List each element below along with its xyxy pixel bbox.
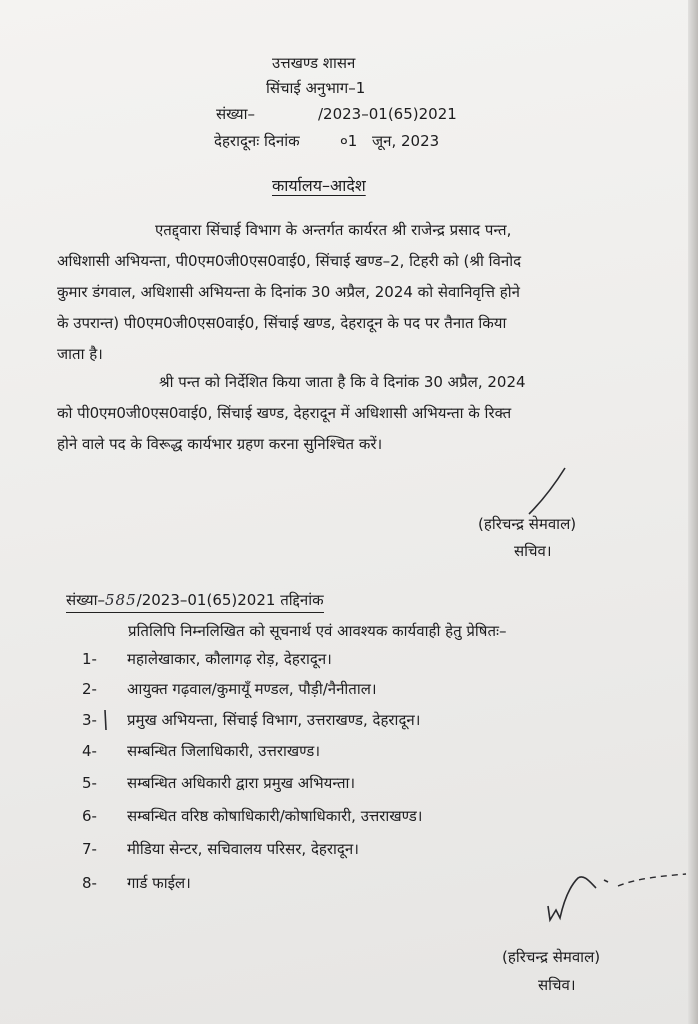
copy-intro: प्रतिलिपि निम्नलिखित को सूचनार्थ एवं आवश्यक कार्यवाही हेतु प्रेषितः– bbox=[128, 622, 507, 640]
list-item-number: 8- bbox=[82, 874, 97, 892]
pen-tick-mark bbox=[101, 708, 111, 734]
list-item-text: प्रमुख अभियन्ता, सिंचाई विभाग, उत्तराखण्ड, देहरादून। bbox=[127, 711, 421, 729]
list-item-number: 6- bbox=[82, 807, 97, 825]
list-item bbox=[82, 805, 422, 827]
list-item-text: सम्बन्धित जिलाधिकारी, उत्तराखण्ड। bbox=[127, 742, 321, 760]
signatory-designation: सचिव। bbox=[514, 542, 552, 560]
copy-reference bbox=[66, 590, 324, 613]
paragraph-line: एतद्द्वारा सिंचाई विभाग के अन्तर्गत कार्यरत श्री राजेन्द्र प्रसाद पन्त, bbox=[155, 221, 512, 239]
paragraph-line: होने वाले पद के विरूद्ध कार्यभार ग्रहण करना सुनिश्चित करें। bbox=[57, 435, 383, 453]
list-item-number: 3- bbox=[82, 711, 97, 729]
list-item bbox=[82, 678, 377, 700]
copy-ref-handwritten-number: 585 bbox=[105, 591, 137, 609]
paragraph-line: को पी0एम0जी0एस0वाई0, सिंचाई खण्ड, देहरादून में अधिशासी अभियन्ता के रिक्त bbox=[57, 404, 512, 422]
list-item-text: मीडिया सेन्टर, सचिवालय परिसर, देहरादून। bbox=[127, 840, 359, 858]
copy-ref-suffix: /2023–01(65)2021 तद्दिनांक bbox=[136, 591, 324, 609]
order-number-label: संख्या– bbox=[216, 105, 256, 123]
order-paragraph-1 bbox=[57, 215, 617, 370]
list-item-number: 1- bbox=[82, 650, 97, 668]
signature-stroke-2 bbox=[538, 868, 688, 928]
order-number-value: /2023–01(65)2021 bbox=[318, 105, 457, 123]
section-name: सिंचाई अनुभाग–1 bbox=[266, 79, 366, 97]
date-day: ०1 bbox=[340, 132, 358, 150]
signature-stroke-1 bbox=[525, 462, 575, 522]
paper-edge bbox=[688, 0, 698, 1024]
order-paragraph-2 bbox=[57, 367, 617, 460]
list-item bbox=[82, 740, 320, 762]
list-item-text: आयुक्त गढ़वाल/कुमायूँ मण्डल, पौड़ी/नैनीताल। bbox=[127, 680, 377, 698]
signatory2-name: (हरिचन्द्र सेमवाल) bbox=[502, 948, 601, 966]
paragraph-line: अधिशासी अभियन्ता, पी0एम0जी0एस0वाई0, सिंचाई खण्ड–2, टिहरी को (श्री विनोद bbox=[57, 252, 522, 270]
list-item-text: महालेखाकार, कौलागढ़ रोड़, देहरादून। bbox=[127, 650, 332, 668]
paragraph-line: श्री पन्त को निर्देशित किया जाता है कि वे दिनांक 30 अप्रैल, 2024 bbox=[159, 373, 526, 391]
list-item bbox=[82, 709, 420, 731]
signatory-name: (हरिचन्द्र सेमवाल) bbox=[478, 515, 577, 533]
list-item-number: 2- bbox=[82, 680, 97, 698]
place-date-label: देहरादूनः दिनांक bbox=[214, 132, 300, 150]
paragraph-line: के उपरान्त) पी0एम0जी0एस0वाई0, सिंचाई खण्ड, देहरादून के पद पर तैनात किया bbox=[57, 314, 507, 332]
signatory2-designation: सचिव। bbox=[538, 976, 576, 994]
paragraph-line: जाता है। bbox=[57, 345, 103, 363]
list-item-number: 5- bbox=[82, 774, 97, 792]
list-item-text: सम्बन्धित अधिकारी द्वारा प्रमुख अभियन्ता। bbox=[127, 774, 356, 792]
list-item bbox=[82, 838, 359, 860]
list-item bbox=[82, 872, 191, 894]
copy-ref-prefix: संख्या– bbox=[66, 591, 106, 609]
list-item-text: गार्ड फाईल। bbox=[127, 874, 191, 892]
paragraph-line: कुमार डंगवाल, अधिशासी अभियन्ता के दिनांक 30 अप्रैल, 2024 को सेवानिवृत्ति होने bbox=[57, 283, 520, 301]
list-item bbox=[82, 772, 355, 794]
government-name: उत्तखण्ड शासन bbox=[272, 54, 356, 72]
document-title: कार्यालय–आदेश bbox=[272, 176, 366, 195]
date-month-year: जून, 2023 bbox=[372, 132, 440, 150]
list-item-number: 4- bbox=[82, 742, 97, 760]
list-item-number: 7- bbox=[82, 840, 97, 858]
list-item-text: सम्बन्धित वरिष्ठ कोषाधिकारी/कोषाधिकारी, उत्तराखण्ड। bbox=[127, 807, 423, 825]
list-item bbox=[82, 648, 332, 670]
